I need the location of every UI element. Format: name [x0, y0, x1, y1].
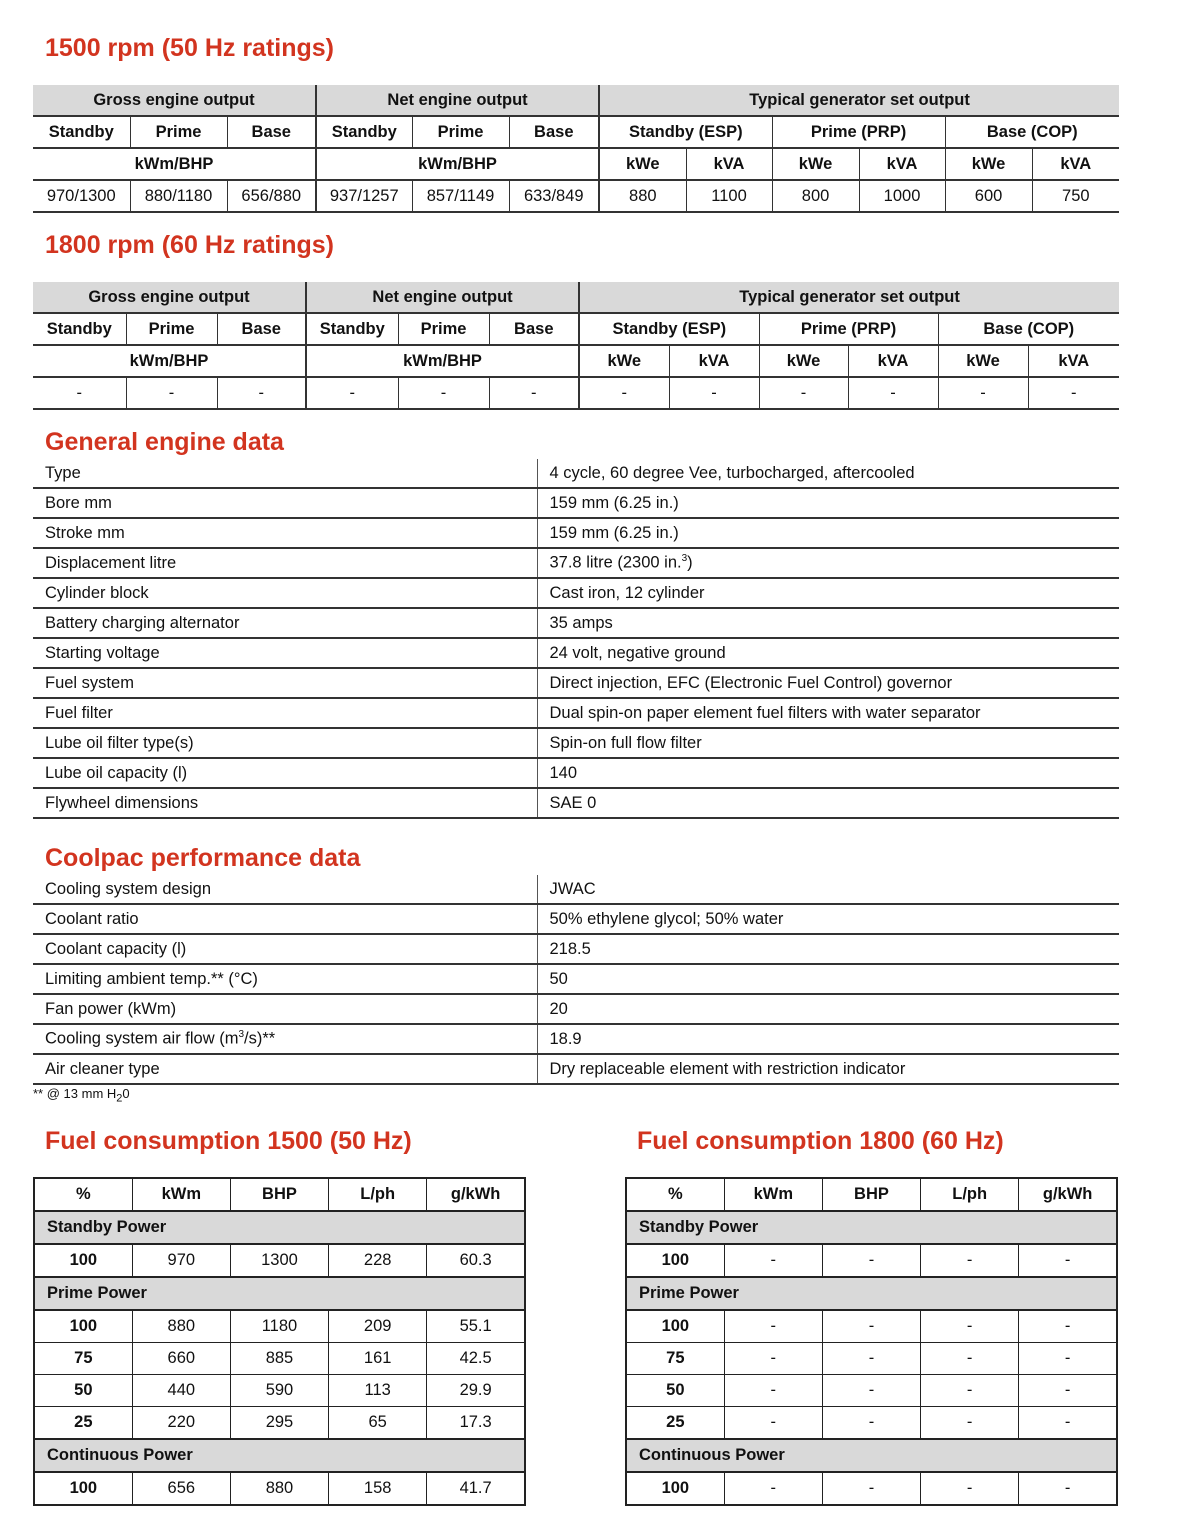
typical-genset-header: Typical generator set output: [599, 85, 1119, 116]
cell: 1180: [230, 1310, 328, 1343]
cell: -: [921, 1407, 1019, 1440]
value-cell: 750: [1032, 180, 1119, 212]
col-percent: %: [34, 1178, 132, 1211]
airflow-label: Cooling system air flow (m: [45, 1029, 239, 1048]
cell: -: [822, 1343, 920, 1375]
value-cell: -: [759, 377, 848, 409]
cell: 880: [132, 1310, 230, 1343]
cell: -: [724, 1244, 822, 1277]
cell: -: [724, 1375, 822, 1407]
row-value: Cast iron, 12 cylinder: [537, 578, 1119, 608]
col-percent: %: [626, 1178, 724, 1211]
value-cell: -: [398, 377, 489, 409]
general-engine-data-table: [33, 459, 1119, 819]
row-value: Dry replaceable element with restriction indicator: [537, 1054, 1119, 1084]
col-prime-prp: Prime (PRP): [772, 116, 945, 148]
row-value: 140: [537, 758, 1119, 788]
value-cell: 937/1257: [316, 180, 412, 212]
cell: 100: [626, 1472, 724, 1505]
table-row: [33, 459, 1119, 488]
cell: -: [822, 1472, 920, 1505]
subscript: 2: [116, 1092, 123, 1105]
rating-1500-title: 1500 rpm (50 Hz ratings): [45, 34, 334, 62]
col-base-cop: Base (COP): [945, 116, 1119, 148]
unit-kwm-bhp: kWm/BHP: [316, 148, 599, 180]
displacement-tail: ): [687, 553, 693, 572]
cell: 17.3: [427, 1407, 525, 1440]
cell: 100: [34, 1244, 132, 1277]
section-standby-power: Standby Power: [626, 1211, 1117, 1244]
table-row: [33, 578, 1119, 608]
table-row: [626, 1310, 1117, 1343]
unit-kwm-bhp: kWm/BHP: [33, 345, 306, 377]
row-value: 24 volt, negative ground: [537, 638, 1119, 668]
col-bhp: BHP: [230, 1178, 328, 1211]
cell: -: [724, 1310, 822, 1343]
table-row: [33, 904, 1119, 934]
row-label: Battery charging alternator: [33, 608, 537, 638]
table-row: [33, 548, 1119, 578]
table-row: [626, 1472, 1117, 1505]
value-cell: -: [217, 377, 306, 409]
table-row: [33, 638, 1119, 668]
table-row: [33, 1054, 1119, 1084]
cell: 25: [34, 1407, 132, 1440]
table-row: [33, 758, 1119, 788]
section-prime-power: Prime Power: [626, 1277, 1117, 1310]
row-value: 35 amps: [537, 608, 1119, 638]
unit-kwm-bhp: kWm/BHP: [306, 345, 579, 377]
unit-kva: kVA: [1032, 148, 1119, 180]
col-bhp: BHP: [822, 1178, 920, 1211]
cell: 113: [329, 1375, 427, 1407]
row-value: 4 cycle, 60 degree Vee, turbocharged, aftercooled: [537, 459, 1119, 488]
cell: 25: [626, 1407, 724, 1440]
coolpac-table: [33, 875, 1119, 1085]
unit-kva: kVA: [859, 148, 945, 180]
section-prime-power: Prime Power: [34, 1277, 525, 1310]
table-row: [33, 934, 1119, 964]
table-row: [33, 488, 1119, 518]
cell: 1300: [230, 1244, 328, 1277]
net-output-header: Net engine output: [316, 85, 599, 116]
col-standby: Standby: [33, 313, 126, 345]
footnote-text: ** @ 13 mm H: [33, 1086, 117, 1101]
row-value: [537, 548, 1119, 578]
col-kwm: kWm: [132, 1178, 230, 1211]
col-standby-esp: Standby (ESP): [599, 116, 772, 148]
col-base: Base: [489, 313, 579, 345]
value-cell: -: [489, 377, 579, 409]
col-base: Base: [509, 116, 599, 148]
rating-1800-values-row: [33, 377, 1119, 409]
row-label: Fuel filter: [33, 698, 537, 728]
displacement-value: 37.8 litre (2300 in.: [549, 553, 682, 572]
value-cell: 880: [599, 180, 686, 212]
row-value: Direct injection, EFC (Electronic Fuel Control) governor: [537, 668, 1119, 698]
airflow-label-tail: /s)**: [244, 1029, 276, 1048]
cell: 41.7: [427, 1472, 525, 1505]
col-standby: Standby: [33, 116, 130, 148]
table-row: [33, 788, 1119, 818]
cell: -: [724, 1407, 822, 1440]
table-row: [34, 1472, 525, 1505]
table-row: [33, 608, 1119, 638]
row-value: 20: [537, 994, 1119, 1024]
section-continuous-power: Continuous Power: [34, 1439, 525, 1472]
cell: 100: [34, 1472, 132, 1505]
section-continuous-power: Continuous Power: [626, 1439, 1117, 1472]
value-cell: 656/880: [227, 180, 316, 212]
net-output-header: Net engine output: [306, 282, 579, 313]
col-kwm: kWm: [724, 1178, 822, 1211]
row-label: Lube oil capacity (l): [33, 758, 537, 788]
row-value: 50: [537, 964, 1119, 994]
cell: -: [1019, 1244, 1117, 1277]
row-label: Air cleaner type: [33, 1054, 537, 1084]
cell: 440: [132, 1375, 230, 1407]
cell: 75: [34, 1343, 132, 1375]
col-prime: Prime: [126, 313, 217, 345]
unit-kwe: kWe: [945, 148, 1032, 180]
table-row: [34, 1407, 525, 1440]
coolpac-title: Coolpac performance data: [45, 844, 361, 872]
unit-kva: kVA: [1028, 345, 1119, 377]
cell: 885: [230, 1343, 328, 1375]
cell: 60.3: [427, 1244, 525, 1277]
row-label: Displacement litre: [33, 548, 537, 578]
rating-1500-values-row: [33, 180, 1119, 212]
table-row: [34, 1375, 525, 1407]
value-cell: -: [669, 377, 759, 409]
table-row: [626, 1244, 1117, 1277]
unit-kwe: kWe: [759, 345, 848, 377]
table-row: [33, 518, 1119, 548]
typical-genset-header: Typical generator set output: [579, 282, 1119, 313]
cell: -: [1019, 1375, 1117, 1407]
col-base: Base: [217, 313, 306, 345]
row-value: 159 mm (6.25 in.): [537, 518, 1119, 548]
cell: -: [921, 1244, 1019, 1277]
cell: 100: [626, 1310, 724, 1343]
table-row: [626, 1343, 1117, 1375]
row-value: 218.5: [537, 934, 1119, 964]
table-row: [33, 1024, 1119, 1054]
cell: -: [921, 1343, 1019, 1375]
value-cell: 633/849: [509, 180, 599, 212]
unit-kwe: kWe: [599, 148, 686, 180]
unit-kwe: kWe: [772, 148, 859, 180]
cell: 100: [626, 1244, 724, 1277]
value-cell: -: [848, 377, 938, 409]
cell: 158: [329, 1472, 427, 1505]
col-standby-esp: Standby (ESP): [579, 313, 759, 345]
col-prime: Prime: [412, 116, 509, 148]
unit-kwe: kWe: [579, 345, 669, 377]
cell: -: [822, 1407, 920, 1440]
fuel-1500-title: Fuel consumption 1500 (50 Hz): [45, 1127, 412, 1155]
gross-output-header: Gross engine output: [33, 85, 316, 116]
cell: 220: [132, 1407, 230, 1440]
cell: -: [921, 1310, 1019, 1343]
cell: 42.5: [427, 1343, 525, 1375]
col-gkwh: g/kWh: [427, 1178, 525, 1211]
value-cell: -: [579, 377, 669, 409]
cell: 295: [230, 1407, 328, 1440]
table-row: [33, 994, 1119, 1024]
col-lph: L/ph: [329, 1178, 427, 1211]
table-row: [34, 1244, 525, 1277]
row-value: SAE 0: [537, 788, 1119, 818]
cell: -: [724, 1472, 822, 1505]
value-cell: 970/1300: [33, 180, 130, 212]
unit-kwe: kWe: [938, 345, 1028, 377]
row-value: JWAC: [537, 875, 1119, 904]
row-label: [33, 1024, 537, 1054]
row-value: Dual spin-on paper element fuel filters with water separator: [537, 698, 1119, 728]
row-label: Starting voltage: [33, 638, 537, 668]
cell: 100: [34, 1310, 132, 1343]
table-row: [34, 1310, 525, 1343]
cell: -: [1019, 1407, 1117, 1440]
col-prime: Prime: [130, 116, 227, 148]
row-value: 18.9: [537, 1024, 1119, 1054]
fuel-1500-table: [33, 1177, 526, 1506]
cell: 880: [230, 1472, 328, 1505]
value-cell: 857/1149: [412, 180, 509, 212]
col-base: Base: [227, 116, 316, 148]
cell: 55.1: [427, 1310, 525, 1343]
value-cell: -: [33, 377, 126, 409]
value-cell: 880/1180: [130, 180, 227, 212]
table-row: [33, 875, 1119, 904]
row-value: Spin-on full flow filter: [537, 728, 1119, 758]
fuel-1800-title: Fuel consumption 1800 (60 Hz): [637, 1127, 1004, 1155]
row-label: Coolant ratio: [33, 904, 537, 934]
value-cell: 800: [772, 180, 859, 212]
value-cell: -: [938, 377, 1028, 409]
row-label: Stroke mm: [33, 518, 537, 548]
unit-kva: kVA: [669, 345, 759, 377]
footnote: [33, 1086, 130, 1105]
col-standby: Standby: [306, 313, 398, 345]
unit-kva: kVA: [848, 345, 938, 377]
table-row: [33, 964, 1119, 994]
row-label: Fuel system: [33, 668, 537, 698]
row-label: Cooling system design: [33, 875, 537, 904]
cell: 228: [329, 1244, 427, 1277]
superscript: 3: [681, 553, 688, 565]
rating-1800-table: [33, 282, 1119, 410]
table-row: [34, 1343, 525, 1375]
col-prime-prp: Prime (PRP): [759, 313, 938, 345]
cell: 209: [329, 1310, 427, 1343]
col-prime: Prime: [398, 313, 489, 345]
col-standby: Standby: [316, 116, 412, 148]
row-label: Limiting ambient temp.** (°C): [33, 964, 537, 994]
cell: -: [1019, 1472, 1117, 1505]
col-base-cop: Base (COP): [938, 313, 1119, 345]
cell: 660: [132, 1343, 230, 1375]
cell: -: [822, 1244, 920, 1277]
gross-output-header: Gross engine output: [33, 282, 306, 313]
cell: -: [921, 1472, 1019, 1505]
value-cell: -: [306, 377, 398, 409]
row-label: Flywheel dimensions: [33, 788, 537, 818]
cell: 29.9: [427, 1375, 525, 1407]
cell: 75: [626, 1343, 724, 1375]
cell: 50: [34, 1375, 132, 1407]
row-label: Lube oil filter type(s): [33, 728, 537, 758]
row-label: Coolant capacity (l): [33, 934, 537, 964]
unit-kva: kVA: [686, 148, 772, 180]
row-value: 50% ethylene glycol; 50% water: [537, 904, 1119, 934]
cell: -: [921, 1375, 1019, 1407]
table-row: [626, 1407, 1117, 1440]
value-cell: 600: [945, 180, 1032, 212]
fuel-1800-table: [625, 1177, 1118, 1506]
general-engine-data-title: General engine data: [45, 428, 284, 456]
row-label: Cylinder block: [33, 578, 537, 608]
table-row: [33, 728, 1119, 758]
value-cell: 1000: [859, 180, 945, 212]
rating-1800-title: 1800 rpm (60 Hz ratings): [45, 231, 334, 259]
row-label: Type: [33, 459, 537, 488]
cell: -: [1019, 1343, 1117, 1375]
cell: -: [1019, 1310, 1117, 1343]
cell: -: [724, 1343, 822, 1375]
unit-kwm-bhp: kWm/BHP: [33, 148, 316, 180]
footnote-tail: 0: [122, 1086, 130, 1101]
cell: 970: [132, 1244, 230, 1277]
col-gkwh: g/kWh: [1019, 1178, 1117, 1211]
row-value: 159 mm (6.25 in.): [537, 488, 1119, 518]
superscript: 3: [238, 1029, 245, 1041]
row-label: Bore mm: [33, 488, 537, 518]
value-cell: -: [126, 377, 217, 409]
table-row: [33, 698, 1119, 728]
col-lph: L/ph: [921, 1178, 1019, 1211]
table-row: [33, 668, 1119, 698]
cell: -: [822, 1375, 920, 1407]
value-cell: -: [1028, 377, 1119, 409]
cell: 50: [626, 1375, 724, 1407]
section-standby-power: Standby Power: [34, 1211, 525, 1244]
cell: 590: [230, 1375, 328, 1407]
rating-1500-table: [33, 85, 1119, 213]
cell: 656: [132, 1472, 230, 1505]
cell: 65: [329, 1407, 427, 1440]
cell: -: [822, 1310, 920, 1343]
cell: 161: [329, 1343, 427, 1375]
table-row: [626, 1375, 1117, 1407]
row-label: Fan power (kWm): [33, 994, 537, 1024]
value-cell: 1100: [686, 180, 772, 212]
